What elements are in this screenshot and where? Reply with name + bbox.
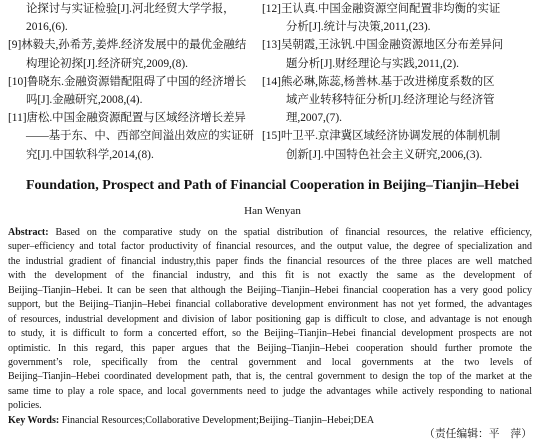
reference-line: [12]王认真.中国金融资源空间配置非均衡的实证 [262,3,501,15]
reference-line: 构理论初探[J].经济研究,2009,(8). [26,57,188,70]
reference-line: 创新[J].中国特色社会主义研究,2006,(3). [286,148,483,161]
reference-line: 2016,(6). [26,21,68,34]
abstract-line: Beijing–Tianjin–Hebei. It can be seen that although the Beijing–Tianjin–Hebei financial cooperation has a very good policy [8,284,532,296]
reference-line: ——基于东、中、西部空间溢出效应的实证研 [26,130,254,143]
reference-line: 题分析[J].财经理论与实践,2011,(2). [286,57,459,70]
abstract-label: Abstract: [8,227,49,238]
reference-line: 论探讨与实证检验[J].河北经贸大学学报， [26,3,235,15]
abstract-line: policies. [8,400,42,412]
author-name: Han Wenyan [244,205,301,217]
abstract-line: super–efficiency and total factor productivity of financial resources, and the output value, the degree of specialization and [8,241,532,253]
abstract-line [8,226,532,240]
reference-line: 究[J].中国软科学,2014,(8). [26,148,154,161]
abstract-line: same time to play a role space, and local governments need to judge the advantages while actively responding to national [8,385,532,397]
reference-column-left [8,0,258,166]
reference-line: [13]吴朝霞,王泳钒.中国金融资源地区分布差异问 [262,39,504,52]
keywords-text: Financial Resources;Collaborative Development;Beijing–Tianjin–Hebei;DEA [61,414,375,426]
abstract-line: government’s role, specifically from the central government and local governments at the two levels of [8,356,532,368]
abstract-block [8,226,532,428]
abstract-line: the industrial gradient of financial industry,this paper finds the financial resources of the three places are well matched [8,255,532,267]
reference-line: [15]叶卫平.京津冀区域经济协调发展的体制机制 [262,130,501,143]
reference-line: 分析[J].统计与决策,2011,(23). [286,21,431,34]
reference-line: [10]鲁晓东.金融资源错配阻碍了中国的经济增长 [8,75,247,88]
reference-line: [9]林毅夫,孙希芳,姜烨.经济发展中的最优金融结 [8,39,247,52]
reference-line: 吗[J].金融研究,2008,(4). [26,93,143,106]
editor-note: （责任编辑：平 萍） [424,428,532,440]
reference-line: 域产业转移特征分析[J].经济理论与经济管 [286,93,495,106]
keywords-line [8,414,532,428]
abstract-line: optimistic. In this regard, this paper argues that the Beijing–Tianjin–Hebei cooperation should further promote the [8,342,532,354]
abstract-line: of resources, industrial development and division of labor positioning gap is difficult to close, and advantage is not enough [8,313,532,325]
abstract-line: with the development of the financial industry, and this fit is not exactly the same as the development of [8,270,532,282]
abstract-line: to study, it is difficult to form a concerted effort, so the Beijing–Tianjin–Hebei financial development prospects are not [8,328,532,340]
reference-line: [14]熊必琳,陈蕊,杨善林.基于改进梯度系数的区 [262,75,495,88]
abstract-line-text: Based on the comparative study on the spatial distribution of financial resources, the relative efficiency, [55,227,532,238]
abstract-line: Beijing–Tianjin–Hebei coordinated development path, that is, the central government to design the top of the market at the [8,371,532,383]
reference-column-right [262,0,538,166]
reference-line: 理,2007,(7). [286,112,342,125]
reference-line: [11]唐松.中国金融资源配置与区域经济增长差异 [8,112,246,125]
paper-title: Foundation, Prospect and Path of Financial Cooperation in Beijing–Tianjin–Hebei [25,178,520,193]
abstract-line: support, but the Beijing–Tianjin–Hebei financial collaborative development environment has not yet formed, the advantages [8,299,532,311]
keywords-label: Key Words: [8,414,60,426]
